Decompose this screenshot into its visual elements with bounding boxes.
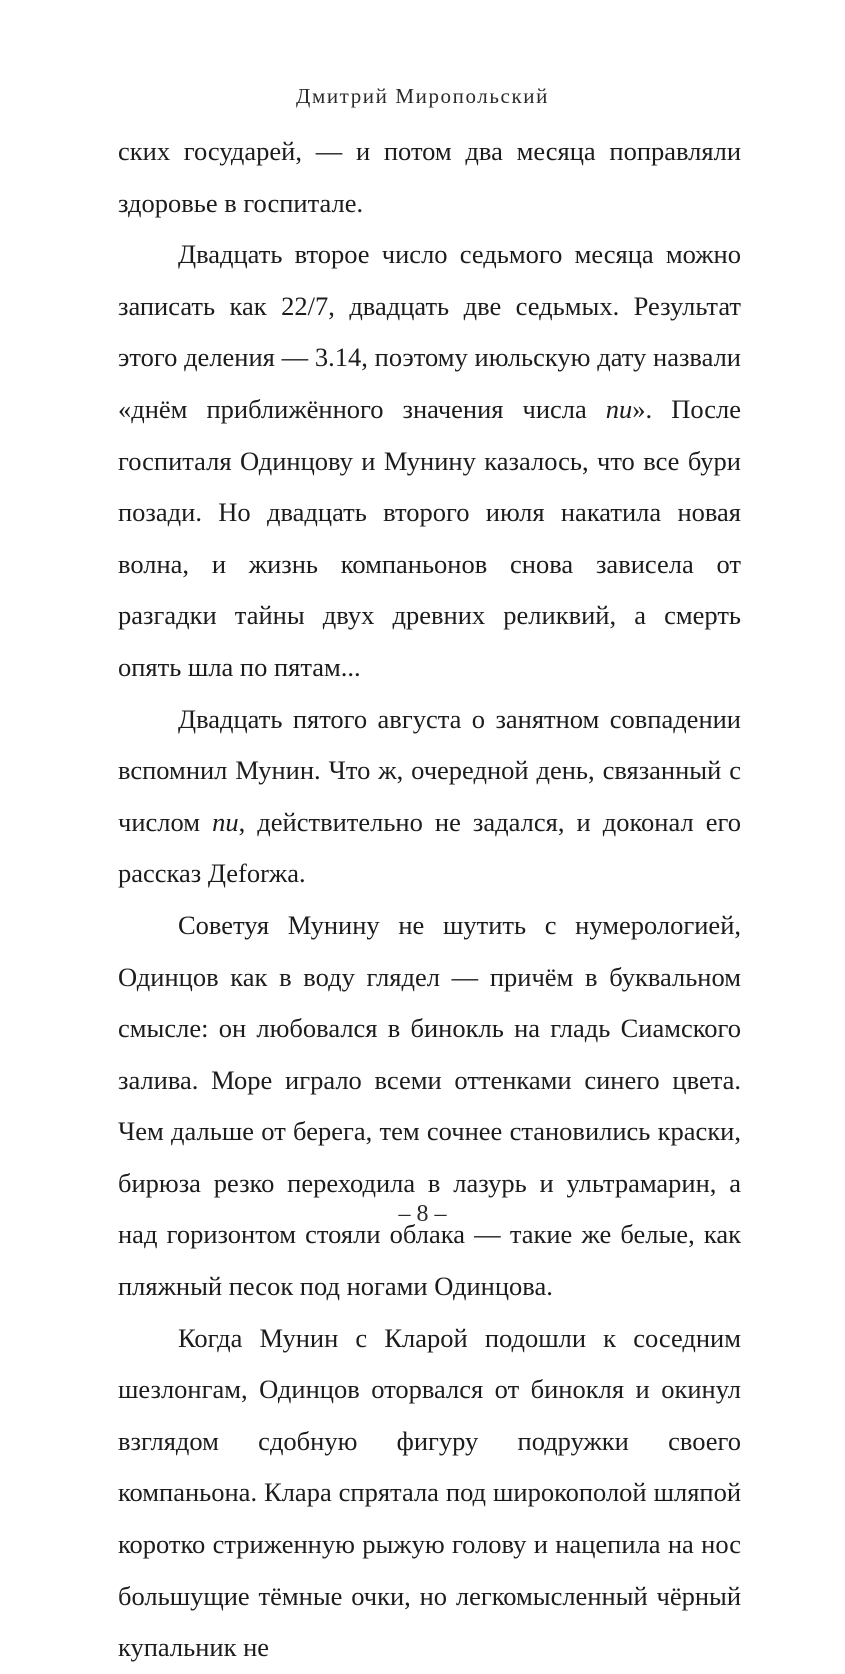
paragraph-3-emphasis: пи (212, 806, 239, 837)
paragraph-2-part-1: Двадцать второе число седьмого месяца можно записать как 22/7, двадцать две седьмых. Результат этого деления — 3.14, поэтому июльскую дату назвали «днём приближённого значения числа (118, 239, 741, 424)
paragraph-1: ских государей, — и потом два месяца поправляли здоровье в госпитале. (118, 136, 741, 218)
running-head: Дмитрий Миропольский (296, 84, 549, 108)
paragraph-2 (118, 229, 741, 693)
paragraph-3 (118, 694, 741, 900)
paragraph-4: Советуя Мунину не шутить с нумерологией, Одинцов как в воду глядел — причём в буквальном смысле: он любовался в бинокль на гладь Сиамского залива. Море играло всеми оттенками синего цвета. Чем дальше от берега, тем сочнее становились краски, бирюза резко переходила в лазурь и ультрамарин, а над горизонтом стояли облака — такие же белые, как пляжный песок под ногами Одинцова. (118, 909, 741, 1302)
body-text (118, 126, 741, 1674)
paragraph-3-part-1: Двадцать пятого августа о занятном совпадении вспомнил Мунин. Что ж, очередной день, связанный с числом (118, 703, 741, 837)
paragraph-2-part-2: ». После госпиталя Одинцову и Мунину казалось, что все бури позади. Но двадцать второго июля накатила новая волна, и жизнь компаньонов снова зависела от разгадки тайны двух древних реликвий, а смерть опять шла по пятам... (118, 393, 741, 682)
paragraph-2-emphasis: пи (605, 393, 633, 424)
paragraph-3-part-2: , действительно не задался, и доконал его рассказ Деforжа. (118, 806, 741, 889)
page-number: – 8 – (398, 1201, 447, 1227)
paragraph-5: Когда Мунин с Кларой подошли к соседним шезлонгам, Одинцов оторвался от бинокля и окинул взглядом сдобную фигуру подружки своего компаньона. Клара спрятала под широкополой шляпой коротко стриженную рыжую голову и нацепила на нос большущие тёмные очки, но легкомысленный чёрный купальник не (118, 1322, 741, 1663)
